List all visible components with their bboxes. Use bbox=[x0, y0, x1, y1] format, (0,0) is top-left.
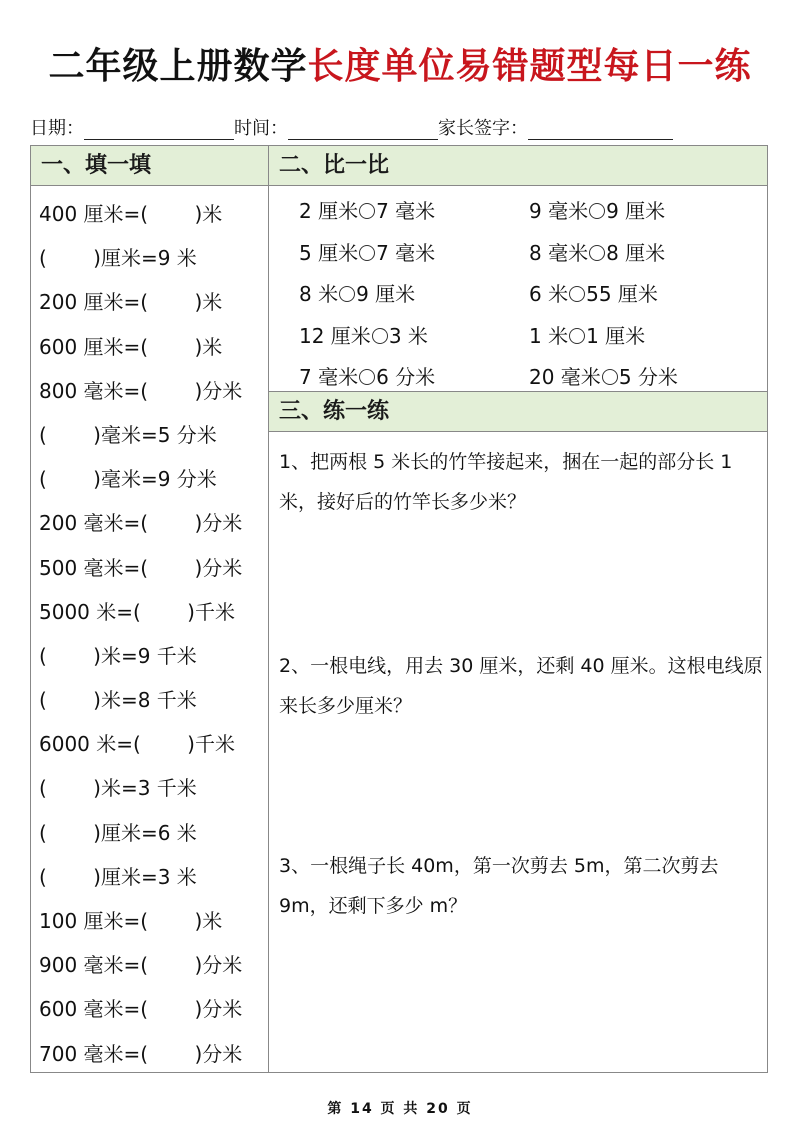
compare-grid bbox=[269, 186, 767, 392]
section3-heading: 三、练一练 bbox=[269, 392, 767, 432]
compare-circle-icon[interactable] bbox=[589, 245, 605, 261]
meta-row bbox=[30, 110, 770, 140]
title-part-red: 长度单位易错题型每日一练 bbox=[307, 46, 752, 87]
fill-in-item: ( )厘米=6 米 bbox=[39, 820, 197, 845]
compare-left: 5 厘米 bbox=[299, 240, 359, 265]
compare-right: 1 厘米 bbox=[586, 323, 646, 348]
compare-circle-icon[interactable] bbox=[372, 328, 388, 344]
compare-circle-icon[interactable] bbox=[589, 203, 605, 219]
fill-in-item: 700 毫米=( )分米 bbox=[39, 1041, 243, 1066]
compare-item bbox=[299, 232, 529, 274]
page-footer: 第 14 页 共 20 页 bbox=[327, 1101, 473, 1117]
problem-3: 3、一根绳子长 40m，第一次剪去 5m，第二次剪去 9m，还剩下多少 m？ bbox=[279, 855, 719, 917]
fill-in-item: ( )米=9 千米 bbox=[39, 643, 197, 668]
fill-in-item: 400 厘米=( )米 bbox=[39, 202, 223, 226]
compare-right: 6 分米 bbox=[376, 365, 436, 390]
fill-in-item: 100 厘米=( )米 bbox=[39, 909, 223, 933]
page-title bbox=[0, 38, 800, 89]
compare-left: 8 米 bbox=[299, 282, 339, 307]
compare-item bbox=[529, 190, 759, 232]
fill-in-list bbox=[31, 192, 268, 1076]
compare-left: 9 毫米 bbox=[529, 199, 589, 223]
compare-item bbox=[299, 273, 529, 315]
worksheet bbox=[30, 145, 768, 1073]
title-part-black: 二年级上册数学 bbox=[48, 46, 308, 87]
section2-heading: 二、比一比 bbox=[269, 146, 767, 186]
fill-in-item: ( )毫米=5 分米 bbox=[39, 422, 217, 447]
time-field[interactable] bbox=[288, 119, 438, 140]
compare-item bbox=[299, 315, 529, 357]
compare-item bbox=[529, 315, 759, 357]
fill-in-item: 200 厘米=( )米 bbox=[39, 290, 223, 315]
fill-in-item: 800 毫米=( )分米 bbox=[39, 378, 243, 403]
compare-left: 6 米 bbox=[529, 282, 569, 307]
compare-right: 7 毫米 bbox=[376, 199, 436, 223]
compare-circle-icon[interactable] bbox=[359, 245, 375, 261]
fill-in-item: 600 毫米=( )分米 bbox=[39, 997, 243, 1022]
compare-circle-icon[interactable] bbox=[569, 328, 585, 344]
compare-circle-icon[interactable] bbox=[602, 369, 618, 385]
compare-right: 9 厘米 bbox=[356, 282, 416, 307]
compare-left: 1 米 bbox=[529, 323, 569, 348]
problem-2: 2、一根电线，用去 30 厘米，还剩 40 厘米。这根电线原来长多少厘米？ bbox=[279, 655, 763, 717]
compare-circle-icon[interactable] bbox=[569, 286, 585, 302]
compare-item bbox=[529, 273, 759, 315]
fill-in-item: 600 厘米=( )米 bbox=[39, 334, 223, 359]
section-fill-in bbox=[31, 146, 269, 1072]
section1-heading: 一、填一填 bbox=[31, 146, 268, 186]
compare-left: 12 厘米 bbox=[299, 323, 371, 348]
right-column bbox=[269, 146, 767, 1072]
fill-in-item: 200 毫米=( )分米 bbox=[39, 511, 243, 536]
compare-right: 3 米 bbox=[388, 323, 428, 348]
fill-in-item: 6000 米=( )千米 bbox=[39, 732, 235, 757]
compare-item bbox=[299, 190, 529, 232]
parent-signature-field[interactable] bbox=[528, 119, 673, 140]
date-label: 日期： bbox=[30, 118, 84, 139]
compare-right: 55 厘米 bbox=[586, 282, 658, 307]
parent-signature-label: 家长签字： bbox=[438, 118, 528, 139]
fill-in-item: ( )毫米=9 分米 bbox=[39, 467, 217, 492]
fill-in-item: 5000 米=( )千米 bbox=[39, 599, 235, 624]
fill-in-item: ( )厘米=9 米 bbox=[39, 246, 197, 271]
compare-left: 7 毫米 bbox=[299, 365, 359, 390]
compare-left: 8 毫米 bbox=[529, 240, 589, 265]
fill-in-item: ( )米=8 千米 bbox=[39, 688, 197, 713]
compare-left: 20 毫米 bbox=[529, 365, 601, 390]
compare-right: 8 厘米 bbox=[606, 240, 666, 265]
compare-circle-icon[interactable] bbox=[359, 203, 375, 219]
date-field[interactable] bbox=[84, 119, 234, 140]
compare-right: 9 厘米 bbox=[606, 199, 666, 223]
time-label: 时间： bbox=[234, 118, 288, 139]
compare-item bbox=[529, 356, 759, 398]
compare-item bbox=[529, 232, 759, 274]
compare-circle-icon[interactable] bbox=[359, 369, 375, 385]
fill-in-item: 900 毫米=( )分米 bbox=[39, 953, 243, 978]
compare-right: 7 毫米 bbox=[376, 240, 436, 265]
compare-left: 2 厘米 bbox=[299, 199, 359, 223]
problem-1: 1、把两根 5 米长的竹竿接起来，捆在一起的部分长 1 米，接好后的竹竿长多少米？ bbox=[279, 451, 733, 513]
fill-in-item: ( )厘米=3 米 bbox=[39, 864, 197, 889]
fill-in-item: ( )米=3 千米 bbox=[39, 776, 197, 801]
compare-right: 5 分米 bbox=[618, 365, 678, 390]
fill-in-item: 500 毫米=( )分米 bbox=[39, 555, 243, 580]
compare-circle-icon[interactable] bbox=[339, 286, 355, 302]
